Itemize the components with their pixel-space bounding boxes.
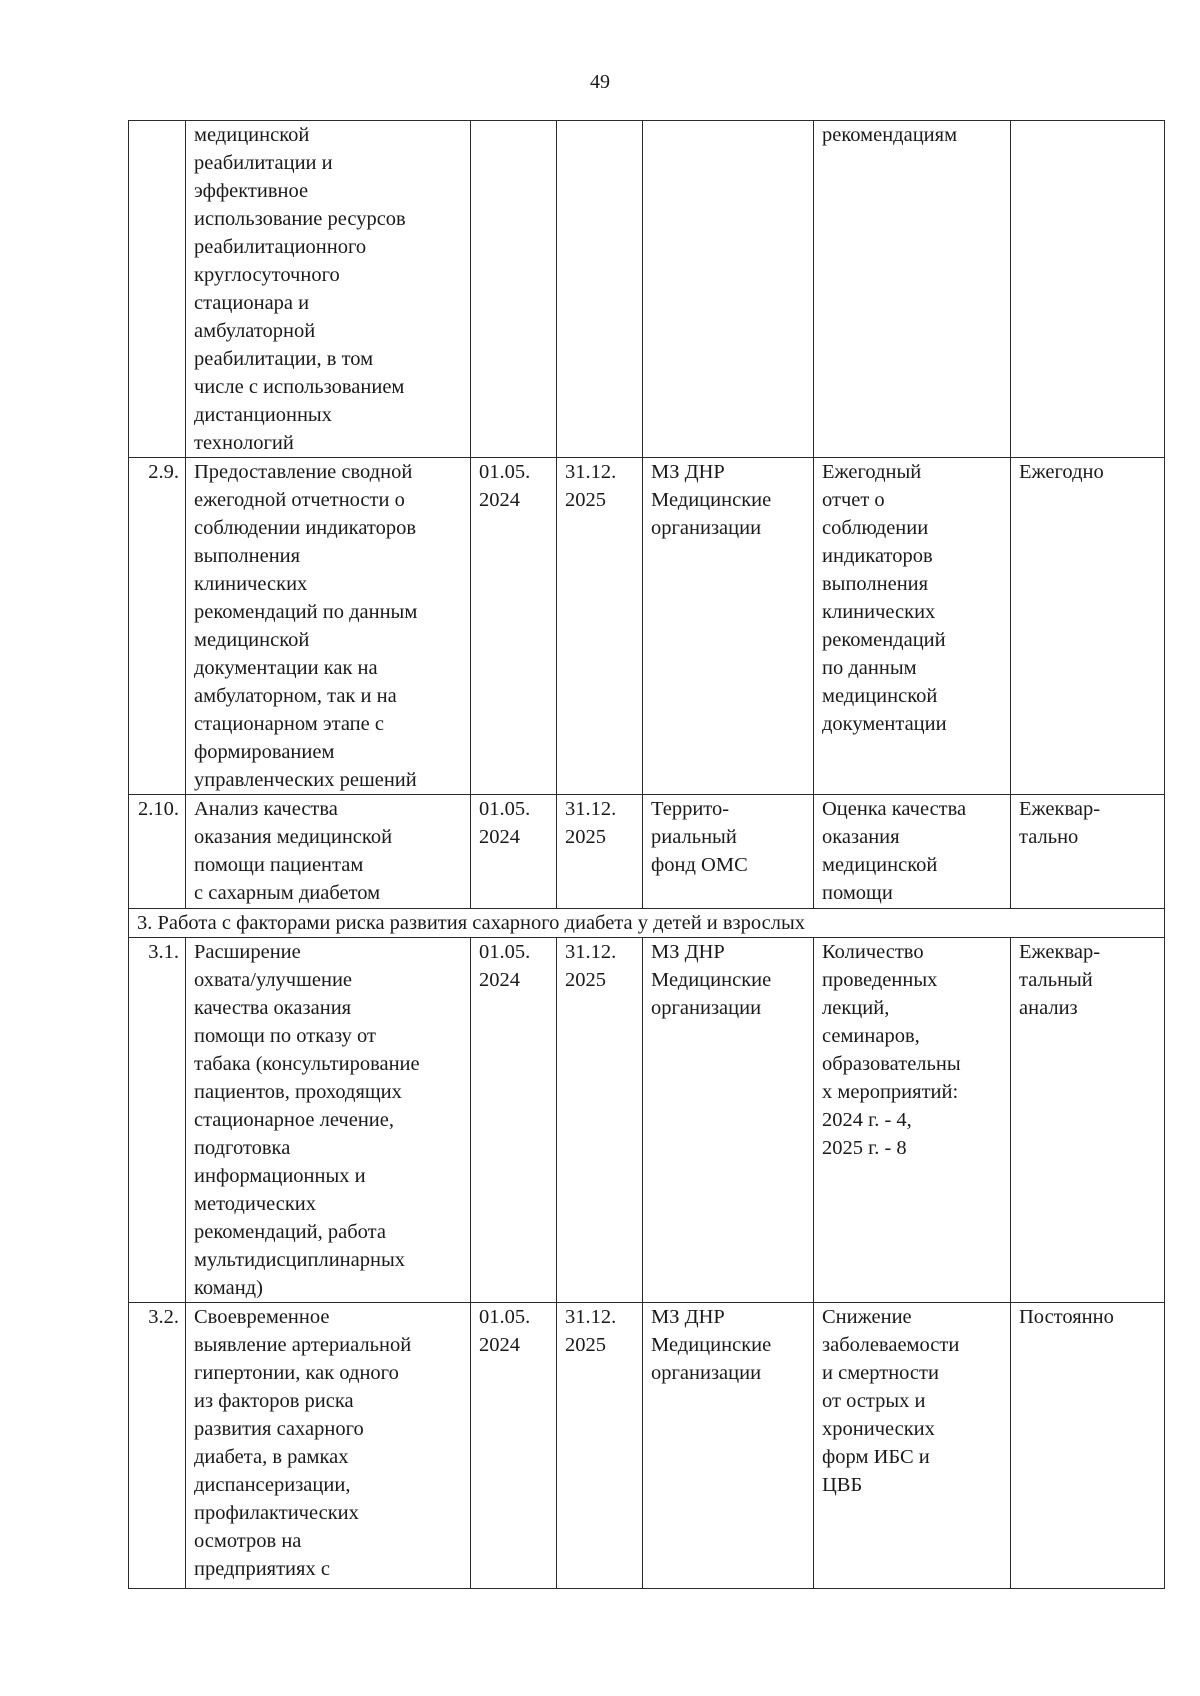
cell-text-line: организации [651,997,762,1019]
periodicity-cell [1011,795,1165,909]
cell-text-line: осмотров на [194,1530,302,1552]
cell-text-line: рекомендаций [822,629,946,651]
periodicity-cell [1011,1303,1165,1589]
row-number-cell: 2.9. [129,458,186,795]
end-date-cell [557,458,643,795]
cell-text-line: медицинской [194,629,310,651]
cell-text-line: соблюдении [822,517,929,539]
table-row-2-9 [129,458,1165,795]
cell-text-line: 31.12. [565,1306,617,1328]
cell-text-line: 01.05. [479,461,531,483]
cell-text-line: индикаторов [822,545,933,567]
activity-cell [186,121,471,458]
cell-text-line: образовательны [822,1053,961,1075]
cell-text-line: и смертности [822,1362,939,1384]
cell-text-line: 01.05. [479,941,531,963]
cell-text-line: качества оказания [194,997,352,1019]
cell-text-line: семинаров, [822,1025,920,1047]
responsible-cell [643,938,814,1303]
cell-text-line: амбулаторной [194,320,316,342]
cell-text-line: команд) [194,1277,263,1299]
cell-text-line: 2025 [565,1334,606,1356]
cell-text-line: подготовка [194,1137,291,1159]
cell-text-line: клинических [822,601,936,623]
cell-text-line: МЗ ДНР [651,1306,725,1328]
start-date-cell [471,1303,557,1589]
cell-text-line: 2024 [479,489,520,511]
cell-text-line: стационарном этапе с [194,713,384,735]
cell-text-line: тально [1019,826,1079,848]
cell-text-line: 2024 [479,1334,520,1356]
row-number-cell [129,121,186,458]
activity-plan-table [128,120,1165,1589]
responsible-cell [643,458,814,795]
cell-text-line: форм ИБС и [822,1446,930,1468]
cell-text-line: Оценка качества [822,798,967,820]
result-cell [814,458,1011,795]
cell-text-line: реабилитации и [194,152,333,174]
activity-cell [186,1303,471,1589]
cell-text-line: документации [822,713,947,735]
cell-text-line: медицинской [194,124,310,146]
cell-text-line: профилактических [194,1502,359,1524]
cell-text-line: фонд ОМС [651,854,748,876]
activity-cell [186,795,471,909]
cell-text-line: Своевременное [194,1306,330,1328]
cell-text-line: помощи [822,882,893,904]
cell-text-line: 2024 г. - 4, [822,1109,912,1131]
cell-text-line: помощи пациентам [194,854,364,876]
cell-text-line: рекомендаций по данным [194,601,418,623]
cell-text-line: Медицинские [651,489,772,511]
cell-text-line: числе с использованием [194,376,405,398]
responsible-cell [643,1303,814,1589]
cell-text-line: Постоянно [1019,1306,1114,1328]
responsible-cell [643,121,814,458]
cell-text-line: гипертонии, как одного [194,1362,399,1384]
cell-text-line: пациентов, проходящих [194,1081,402,1103]
cell-text-line: 01.05. [479,798,531,820]
cell-text-line: Расширение [194,941,301,963]
result-cell [814,795,1011,909]
cell-text-line: 2025 [565,826,606,848]
cell-text-line: выполнения [822,573,929,595]
cell-text-line: использование ресурсов [194,208,406,230]
cell-text-line: 01.05. [479,1306,531,1328]
cell-text-line: от острых и [822,1390,926,1412]
cell-text-line: 2025 г. - 8 [822,1137,907,1159]
cell-text-line: помощи по отказу от [194,1025,376,1047]
cell-text-line: оказания [822,826,900,848]
cell-text-line: 2024 [479,969,520,991]
cell-text-line: стационара и [194,292,310,314]
cell-text-line: мультидисциплинарных [194,1249,405,1271]
cell-text-line: методических [194,1193,317,1215]
periodicity-cell [1011,121,1165,458]
result-cell [814,938,1011,1303]
section-3-title: 3. Работа с факторами риска развития сахарного диабета у детей и взрослых [129,909,1165,938]
cell-text-line: развития сахарного [194,1418,364,1440]
cell-text-line: медицинской [822,685,938,707]
cell-text-line: формированием [194,741,335,763]
cell-text-line: выявление артериальной [194,1334,412,1356]
cell-text-line: заболеваемости [822,1334,960,1356]
cell-text-line: организации [651,517,762,539]
cell-text-line: рекомендаций, работа [194,1221,386,1243]
cell-text-line: клинических [194,573,308,595]
table-row-3-1 [129,938,1165,1303]
cell-text-line: 2025 [565,489,606,511]
cell-text-line: реабилитации, в том [194,348,374,370]
cell-text-line: дистанционных [194,404,332,426]
cell-text-line: Медицинские [651,1334,772,1356]
cell-text-line: ЦВБ [822,1474,863,1496]
cell-text-line: отчет о [822,489,885,511]
cell-text-line: диабета, в рамках [194,1446,349,1468]
cell-text-line: медицинской [822,854,938,876]
cell-text-line: ежегодной отчетности о [194,489,405,511]
cell-text-line: лекций, [822,997,890,1019]
cell-text-line: амбулаторном, так и на [194,685,397,707]
cell-text-line: Ежегодный [822,461,922,483]
cell-text-line: Ежегодно [1019,461,1104,483]
cell-text-line: диспансеризации, [194,1474,351,1496]
cell-text-line: с сахарным диабетом [194,882,381,904]
cell-text-line: Снижение [822,1306,912,1328]
cell-text-line: рекомендациям [822,124,958,146]
cell-text-line: хронических [822,1418,935,1440]
cell-text-line: 31.12. [565,461,617,483]
cell-text-line: организации [651,1362,762,1384]
end-date-cell [557,121,643,458]
periodicity-cell [1011,938,1165,1303]
page-number: 49 [590,71,610,93]
cell-text-line: реабилитационного [194,236,367,258]
cell-text-line: 31.12. [565,798,617,820]
cell-text-line: Террито- [651,798,730,820]
table-row-continued [129,121,1165,458]
section-heading-row [129,909,1165,938]
cell-text-line: МЗ ДНР [651,941,725,963]
row-number-cell: 2.10. [129,795,186,909]
cell-text-line: 31.12. [565,941,617,963]
cell-text-line: риальный [651,826,737,848]
periodicity-cell [1011,458,1165,795]
row-number-cell: 3.2. [129,1303,186,1589]
responsible-cell [643,795,814,909]
start-date-cell [471,938,557,1303]
cell-text-line: выполнения [194,545,301,567]
table-row-2-10 [129,795,1165,909]
start-date-cell [471,121,557,458]
cell-text-line: оказания медицинской [194,826,393,848]
result-cell [814,1303,1011,1589]
result-cell [814,121,1011,458]
cell-text-line: х мероприятий: [822,1081,959,1103]
start-date-cell [471,458,557,795]
cell-text-line: Количество [822,941,924,963]
end-date-cell [557,1303,643,1589]
cell-text-line: Медицинские [651,969,772,991]
start-date-cell [471,795,557,909]
row-number-cell: 3.1. [129,938,186,1303]
cell-text-line: 2024 [479,826,520,848]
cell-text-line: из факторов риска [194,1390,354,1412]
cell-text-line: эффективное [194,180,309,202]
activity-cell [186,458,471,795]
end-date-cell [557,938,643,1303]
cell-text-line: предприятиях с [194,1558,330,1580]
cell-text-line: информационных и [194,1165,366,1187]
cell-text-line: анализ [1019,997,1078,1019]
cell-text-line: Ежеквар- [1019,798,1101,820]
cell-text-line: Предоставление сводной [194,461,413,483]
cell-text-line: круглосуточного [194,264,340,286]
cell-text-line: Ежеквар- [1019,941,1101,963]
cell-text-line: документации как на [194,657,378,679]
end-date-cell [557,795,643,909]
cell-text-line: МЗ ДНР [651,461,725,483]
cell-text-line: проведенных [822,969,938,991]
cell-text-line: стационарное лечение, [194,1109,395,1131]
cell-text-line: охвата/улучшение [194,969,353,991]
cell-text-line: 2025 [565,969,606,991]
cell-text-line: соблюдении индикаторов [194,517,417,539]
cell-text-line: Анализ качества [194,798,338,820]
cell-text-line: тальный [1019,969,1093,991]
activity-cell [186,938,471,1303]
cell-text-line: табака (консультирование [194,1053,420,1075]
table-row-3-2 [129,1303,1165,1589]
cell-text-line: по данным [822,657,917,679]
cell-text-line: управленческих решений [194,769,417,791]
cell-text-line: технологий [194,432,294,454]
